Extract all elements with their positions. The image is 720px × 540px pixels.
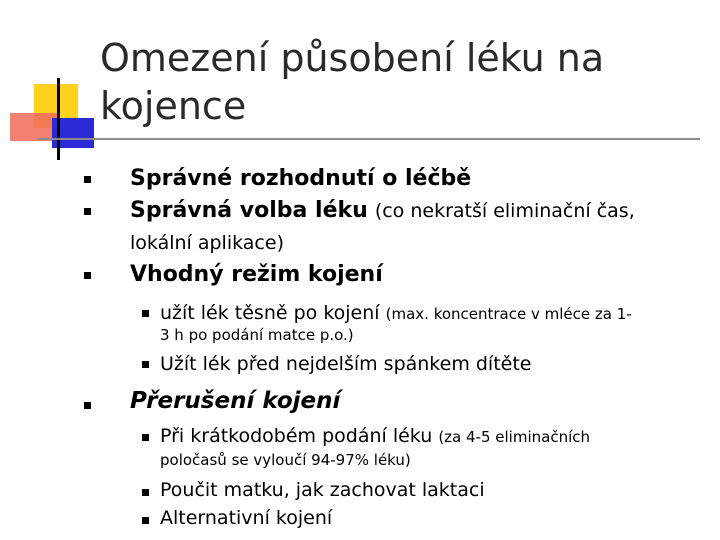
slide-title-line-1: Omezení působení léku na: [100, 36, 605, 80]
list-item: Přerušení kojení: [130, 388, 341, 414]
list-item-note-continued: lokální aplikace): [130, 232, 284, 254]
bullet-icon: [142, 434, 149, 441]
sub-list-item-note-continued: 3 h po podání matce p.o.): [160, 326, 354, 344]
sub-list-item: Alternativní kojení: [160, 507, 333, 529]
bullet-icon: [142, 489, 149, 496]
sub-list-item: Užít lék před nejdelším spánkem dítěte: [160, 353, 532, 375]
bullet-icon: [142, 361, 149, 368]
decor-square-red: [10, 113, 58, 141]
bullet-icon: [142, 517, 149, 524]
sub-list-item-note: (max. koncentrace v mléce za 1-: [385, 305, 632, 323]
sub-list-item-text: užít lék těsně po kojení: [160, 302, 380, 324]
list-item: Vhodný režim kojení: [130, 262, 383, 287]
list-item: [130, 198, 635, 224]
bullet-icon: [142, 310, 149, 317]
slide-title: [100, 34, 700, 130]
sub-list-item: [160, 424, 590, 449]
list-item: Správné rozhodnutí o léčbě: [130, 166, 472, 191]
list-item-note: (co nekratší eliminační čas,: [374, 200, 635, 222]
decor-vertical-line: [57, 78, 60, 160]
title-divider: [38, 138, 700, 140]
bullet-icon: [84, 208, 91, 215]
sub-list-item-note-continued: poločasů se vyloučí 94-97% léku): [160, 451, 411, 469]
bullet-icon: [84, 402, 91, 409]
list-item-text: Správná volba léku: [130, 198, 368, 223]
bullet-icon: [84, 272, 91, 279]
sub-list-item-text: Při krátkodobém podání léku: [160, 425, 433, 447]
bullet-icon: [84, 176, 91, 183]
slide-title-line-2: kojence: [100, 84, 247, 128]
sub-list-item: Poučit matku, jak zachovat laktaci: [160, 479, 485, 501]
sub-list-item-note: (za 4-5 eliminačních: [438, 428, 590, 446]
